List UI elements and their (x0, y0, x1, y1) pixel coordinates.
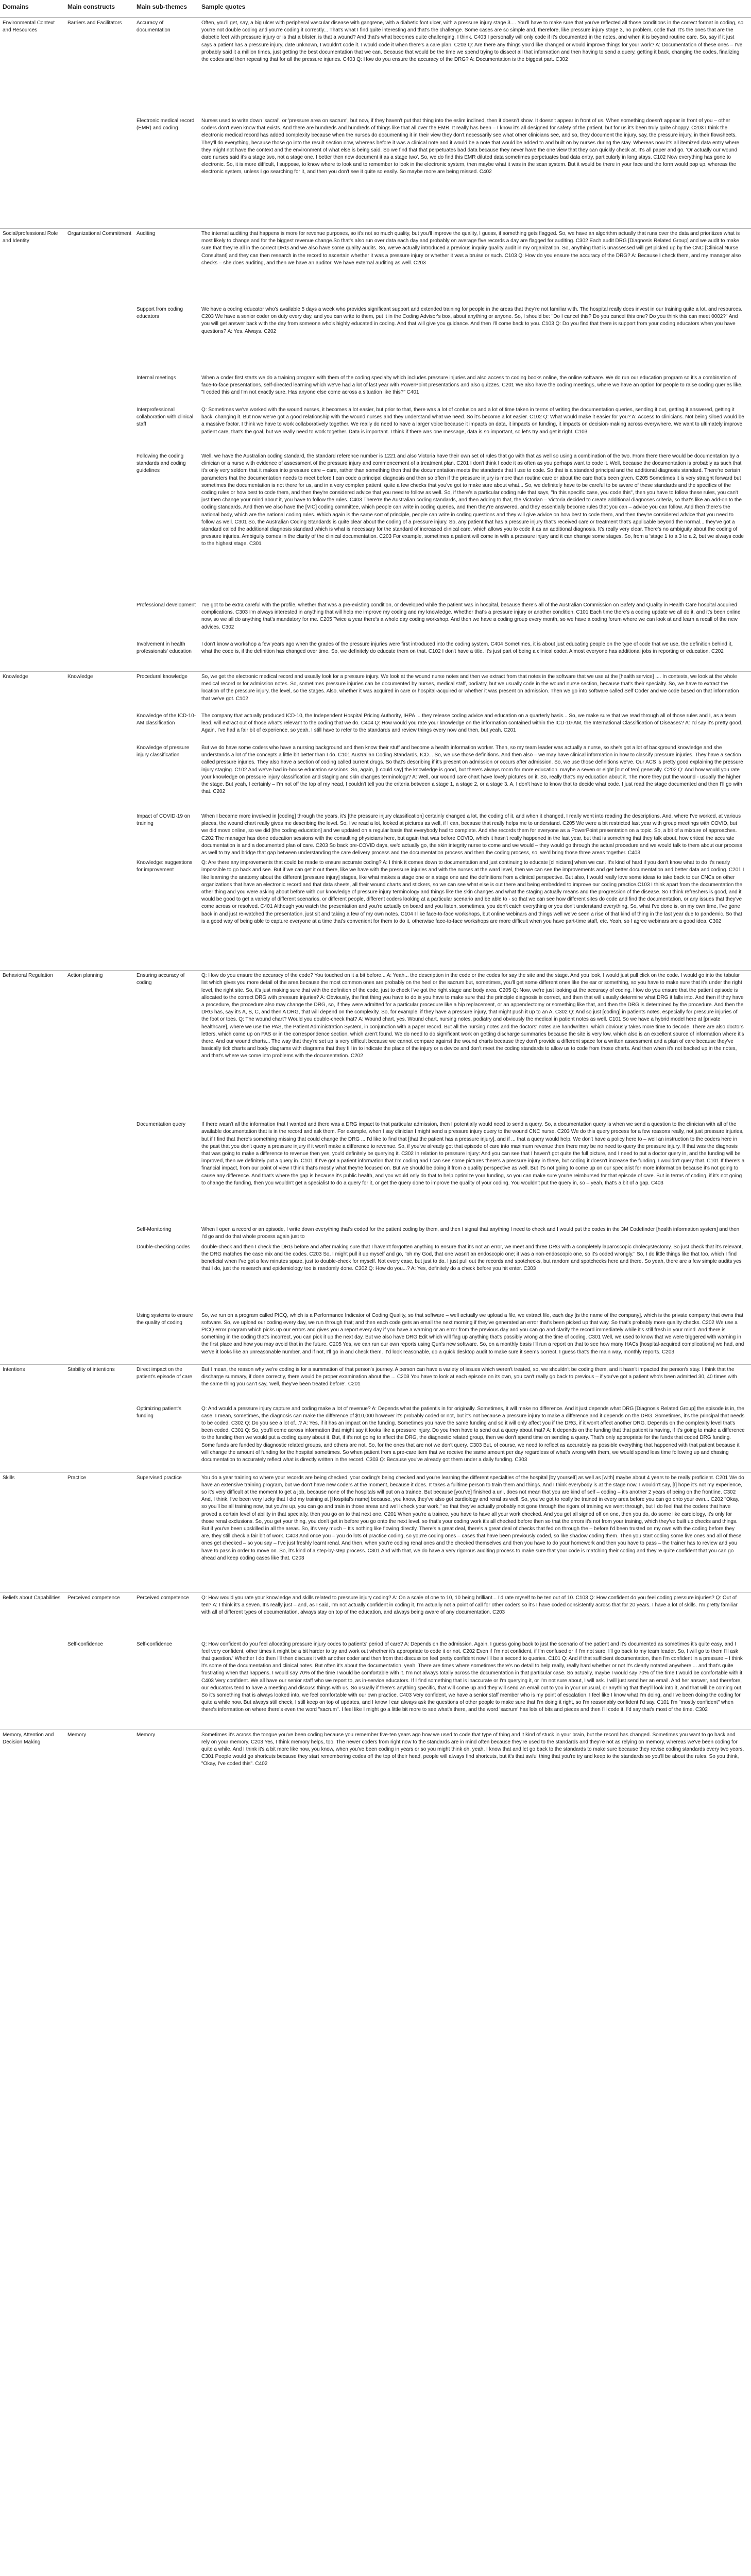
domain-cell (0, 451, 65, 600)
construct-cell: Knowledge (65, 672, 134, 711)
construct-cell (65, 405, 134, 451)
construct-cell (65, 711, 134, 743)
table-row (0, 711, 751, 743)
subtheme-cell: Self-confidence (136, 1641, 172, 1647)
domain-cell (0, 1120, 65, 1225)
construct-cell: Perceived competence (65, 1592, 134, 1639)
subtheme-cell: Electronic medical record (EMR) and coding (136, 118, 195, 131)
table-row (0, 1225, 751, 1242)
construct-cell: Memory (65, 1730, 134, 1776)
construct-cell (65, 858, 134, 971)
subtheme-cell: Knowledge of the ICD-10-AM classification (136, 713, 196, 726)
construct-cell (65, 1311, 134, 1365)
table-row (0, 1404, 751, 1473)
domain-cell (0, 1404, 65, 1473)
table-row (0, 304, 751, 373)
subtheme-cell: Supervised practice (134, 1472, 199, 1592)
quote-cell: So, we run on a program called PICQ, which is a Performance Indicator of Coding Quality, so that software – well actually we upload a file, we extract file, each day [is the name of the company], which is the private company that owns that software. So, we upload our coding every day, we run through that; and then each code gets an email the next morning if they've generated an error that's been picked up that way. So that's probably more quality checks. C202 We use a PICQ error program which picks up our errors and gives you a report every day if you have a warning or an error from the previous day and you can go and clarify the record immediately while it's still fresh in your mind. And there is something in the coding that's incorrect, you can pick it up the next day. But we also have DRG Edit which will flag up anything that's possibly wrong at the time of coding. C301 Well, we used to know that we were triggered with warning in the first place and how you may avoid that in the future. C205 Yes, we can run our own reports using Qun's new software. So, on a monthly basis I'll run a report on that to see how many HACs [hospital-acquired complications] we had, and we've it looks like an unreasonable number, and if not, I'll go in and check them. It'd look reasonable, do a quick desktop audit to make sure it seems correct. I guess that's the main way, monthly reports. C203 (201, 1312, 744, 1355)
construct-cell (65, 639, 134, 672)
domain-cell: Intentions (0, 1364, 65, 1404)
quote-cell: When I open a record or an episode, I write down everything that's coded for the patient coding by them, and then I signal that anything I need to check and I would put the codes in the 3M Codefinder [health information system] and then I'd go and do that whole process again just to (201, 1227, 740, 1240)
quote-cell: I don't know a workshop a few years ago when the grades of the pressure injuries were first introduced into the coding system. C404 Sometimes, it is about just educating people on the type of code that we use, the definition behind it, what the code is, if the definition has changed over time. So, we definitely do educate them on that. C102 I don't have a title. It's just part of being a clinical coder. Almost everyone has additional jobs in reporting or education. C202 (201, 641, 733, 655)
domain-cell (0, 373, 65, 405)
subtheme-cell: Involvement in health professionals' education (136, 641, 192, 655)
construct-cell (65, 743, 134, 811)
subtheme-cell: Documentation query (136, 1122, 186, 1128)
domain-cell (0, 600, 65, 639)
table-row (0, 600, 751, 639)
table-row (0, 639, 751, 672)
table-row (0, 1592, 751, 1639)
quote-cell: Q: Sometimes we've worked with the wound nurses, it becomes a lot easier, but prior to that, there was a lot of confusion and a lot of time taken in terms of writing the documentation queries, sending it out, getting it answered, getting it back, changing it. But now we've got a good relationship with the wound nurses and they understand what we need. So it's become a lot easier. C102 Q: What would make it easier for you? A: Access to clinicians. Not being siloed would be a massive factor. I think we have to work collaboratively together. We really do need to have a larger voice because it impacts on data, it impacts on funding, it impacts on decision-making across everywhere. We want to ultimately improve patient care, that's the goal, but we really need to work together. Data is important. I think if there was one message, data is so important, so let's try and get it right. C103 (201, 407, 744, 435)
construct-cell: Practice (65, 1472, 134, 1592)
subtheme-cell: Support from coding educators (136, 307, 183, 320)
construct-cell (65, 1120, 134, 1225)
table-row (0, 1364, 751, 1404)
quote-cell: I've got to be extra careful with the profile, whether that was a pre-existing condition, or developed while the patient was in hospital, because there's all of the Australian Commission on Safety and Quality in Health Care hospital acquired complications. C303 I'm always interested in anything that will help me improve my coding and my knowledge. Whether that's a pressure injury or another condition. C101 Each time there's a coding update we all do it, and it's been online now, so we all do anything that's mandatory for me. C205 Twice a year there's a whole day coding workshop. And then we have a coding group every month, so we have a coding forum where we can look at and learn a recall of the new advices. C302 (201, 602, 741, 630)
construct-cell (65, 116, 134, 229)
quote-cell: But I mean, the reason why we're coding is for a summation of that person's journey. A person can have a variety of issues which weren't treated, so, we shouldn't be coding them, and it hasn't impacted the person's stay. I think that the discharge summary, if done correctly, there would be proper examination about the ... C203 You have to look at each episode on its own, you can't really go back to previous – if you've got a patient who's been admitted 30, 40 times with the same thing you can't say, 'well, they've been treated before'. C201 (199, 1364, 751, 1404)
domain-cell (0, 304, 65, 373)
table-row (0, 373, 751, 405)
construct-cell (65, 304, 134, 373)
construct-cell (65, 811, 134, 858)
construct-cell: Stability of intentions (65, 1364, 134, 1404)
table-row (0, 971, 751, 1120)
domain-cell (0, 711, 65, 743)
domain-cell (0, 1639, 65, 1730)
table-row (0, 1311, 751, 1365)
quote-cell: Q: And would a pressure injury capture and coding make a lot of revenue? A: Depends what the patient's in for originally. Sometimes, it will make no difference. And it just depends what DRG [Diagnosis Related Group] the episode is in, the case. I mean, sometimes, the diagnosis can make the difference of $10,000 however it's probably coded or not, but it's not because a pressure injury to make a difference and it depends on the DRG. Sometimes, it's the principal that needs to be coded. C302 Q: Do you see a lot of...? A: Yes, if it has an impact on the funding. Sometimes you have the same funding and so it will only affect you if the DRG, if it won't affect another DRG. Depends on the complexity level that's been coded. C301 Q: So, you'll come across information that might say it looks like a pressure injury. Do you then have to send out a query about that? A: It depends on the funding that that patient is having, if it's going to make a difference to the funding then we would put a coding query about it. But, if it's not going to affect the DRG, the diagnostic related group, then we don't spend time on sending a query. That's only appropriate for the funds that coded DRG funding. Some funds are funded by diagnostic related groups, and others are not. So, for the ones that are not we don't query. C303 But, of course, we need to reflect as accurately as possible everything that happened with that patient because it will change the amount of funding for the hospital sometimes. So when patient from a pre-care item that we receive the same amount per day regardless of what's wrong with them, we would spend less time following up and chasing documentation to accurately reflect what is directly written in the record. C303 Q: Because you've already got them under a daily funding. C303 (201, 1405, 745, 1463)
table-row (0, 1120, 751, 1225)
quote-cell: Q: How do you ensure the accuracy of the code? You touched on it a bit before... A: Yeah... the description in the code or the codes for say the site and the stage. And you look, I would just pull click on the code. I would go into the tabular list which gives you more detail of the area because the most common ones are probably on the heel or the sacrum but, sometimes, you'll get some different ones like the ear or something, so you have to make sure that it's under the right level, the right site. So, it's just making sure that with the definition of the code, just to check I've got the right stage and body area. C205 Q: Now, we're just looking at the accuracy of coding. How do you ensure that the patient episode is allocated to the correct DRG with pressure injuries? A: Obviously, the first thing you have to do is you have to make sure that the principle diagnosis is correct, and then that will usually determine what DRG it falls into. And then if they have a procedure, the procedure also may change the DRG, so, if they were admitted for a particular procedure like a hip replacement, or an appendectomy or something like that, and then the DRG is determined by the procedure. And then the DRG has, say it's A, B, C, and then A DRG, that will depend on the complexity. So, for example, if they have a pressure injury, that might push it up to an A. C302 Q: And so just [coding] in patients notes, especially for pressure injuries of the foot or toes. Q: The wound chart? Would you double-check that? A: Wound chart, yes. Wound chart, nursing notes, podiatry and obviously the medical in patient notes as well. C101 So we have a hybrid model here at [private healthcare], where we use the PAS, the Patient Administration System, in conjunction with a paper record. But all the nursing notes and the doctors' notes are handwritten, which obviously takes more time to decode. There are also doctors letters, which come up on PAS or in the correspondence section, which aren't found. We do need to do significant work on getting discharge summaries because the site is very low, which also is an excellent source of information where it's there. And our wound charts... The way that they're set up is very difficult because we cannot compare against the wound charts because they don't provide a different space for a written assessment and a plan of care because they've basically tick charts and body diagrams with diagrams that they fill in to indicate the place of the injury or a device and don't meet the coding standards to allow us to code from those charts. And then when it's not backed up in the notes, and that's where we come into problems with the documentation. C202 (199, 971, 751, 1120)
quote-cell: Nurses used to write down 'sacral', or 'pressure area on sacrum', but now, if they haven't put that thing into the eslim inclined, then it doesn't show. It doesn't appear in front of us. When something doesn't appear in front of you – other coders don't even know that exists. And there are hundreds and hundreds of things like that all over the EMR. It really has been – I know it's all designed for safety of the patient, but for us it's been truly quite choppy. C203 I think the electronic medical record has added complexity because when the nurses do documenting it in their view they don't necessarily see what other clinicians see, and so, they document the injury, say, the pressure injury, in their flowsheets. They'll do everything, because those go into the result section now, whereas before it was a clinical note and it would be a note that would be added to and built on by nurses during the stay. Whereas now it's all itemized data entry where they might not have the context and the environment of what else is being said. So we find that that perpetuates bad data because they never have the one view that they can quickly check at. It's all paper and go. 'Or actually our wound care nurses said it's a stage two, not a stage one. I better then now document it as a stage two'. So, we do find this EMR diluted data sometimes perpetuates bad data entry, particularly in long stays. C102 Now everything has gone to electronic. So, it is more difficult, I suppose, to know where to look and to remember to look in the electronic system, then maybe what it was in the scan system. But it would be there in your face and the form would pop up, whereas the electronic system, unless I go searching for it, and then you don't see it quite so easily. So maybe more are being missed. C402 (201, 118, 740, 175)
domain-cell: Environmental Context and Resources (3, 20, 55, 33)
subtheme-cell: Knowledge: suggestions for improvement (136, 860, 193, 873)
subtheme-cell: Accuracy of documentation (136, 20, 170, 33)
construct-cell: Barriers and Facilitators (67, 20, 122, 26)
domain-cell (0, 639, 65, 672)
quote-cell: You do a year training so where your records are being checked, your coding's being checked and you're learning the different specialties of the hospital [by yourself] as well as [with] maybe about 4 years to be really proficient. C201 We do have an extensive training program, but we don't have new coders at the moment, because it does. It takes a fulltime person to train them and things. And I think everybody is at the stage now, I wouldn't say, [I] hope it's not my experience, so it's very difficult at the moment to get a job, because none of the hospitals will put on a trainee. But because [you've] finished a uni, does not mean that you are kind of self – coding – it's another 2 years of being on the frontline. C302 And, I think, I've been very lucky that I did my training at [Hospital's name] because, you know, they've also got cardiology and renal as well. So, you've got to really be trained in every area before you can go onto your own... C202 "Okay, so you'll be all training now, but you're up, you can go and train in those areas and we'll check your work," so that they've actually probably not gone through the rigors of training we went through, but I do feel that the coders that have proved a certain level of ability in that specialty, then you go on to that next one. C201 When you're a trainee, you have to have all your work checked. And you get all signed off on one, then you do, do some like cardiology, it's only for those renal exclusions. So, you get your thing, you don't get in before you go onto the next level. so that's your coding work it's all checked before then so that the errors it's not from your training, which they've built up checks and things. But if you've been upskilled in all the areas. So, it's very much – It's nothing like flowing directly. There's a great deal, there's a great deal of checks that fed on through the – before I'd been trusted on my own with the coding before they are, they still check a fair bit of work. C403 And once you – you do lots of practice coding, so you're coding ones – cases that have been previously coded, so like shadow coding them. Then you start coding some live ones and all of these ones get checked – so you say – I've just freshly learnt renal. And then, when you're coding renal ones and the checked themselves and then you have to do your homework and then you have to pass – the trainer has to review and you have to pass in order to move on. So, it's kind of a step-by-step process. C301 And with that, we do have a very rigorous auditing process to make sure that your code is matching their coding and they're quite confident that you can go ahead and keep coding cases like that. C203 (199, 1472, 751, 1592)
domain-cell (0, 811, 65, 858)
quote-cell: When I became more involved in [coding] through the years, it's [the pressure injury classification] certainly changed a lot, the coding of it, and when it changed, I really went into reading the descriptions. And, where I've worked, at various places, the wound chart really gives me describing the level. So, I've read a lot, looked at pictures as well, if I can, because that really helps me to understand. C205 We were a bit restricted last year with group meetings with COVID, but we did move online, so we did [the coding education] and we updated on a regular basis that everybody had to complete. And she records them for everyone as a PowerPoint presentation on a topic. So, a bit of a mixture of approaches. C202 The manager has done education sessions with the consulting physicians here, but again that was before COVID, which it hasn't really happened in the last year, but that is something that they talk about, how critical the accurate documentation is and a documented plan of care. C203 So back pre-COVID days, we'd actually go, the skin integrity nurse to come and we would – they would go through the actual procedure and we would talk to them about our process as well to try and bridge that gap between understanding the care delivery process and the documentation process and then the coding process, so, we'd bring those three areas together. C403 (201, 814, 742, 856)
subtheme-cell: Professional development (136, 602, 196, 608)
subtheme-cell: Using systems to ensure the quality of coding (136, 1312, 193, 1326)
quote-cell: Q: How confident do you feel allocating pressure injury codes to patients' period of care? A: Depends on the admission. Again, I guess going back to just the scenario of the patient and it's documented as sometimes it's quite easy, and I feel very confident, other times it might be a bit harder to try and work out whether it's appropriate to code it or not. C202 Even if I'm not confident, if I'm confused or if I'm not sure, I'll go back to my team leader. So, I will go to them I'll ask that question.' Whether I do then I'll then discuss it with another coder and then from that discussion feel pretty confident now I'll be a second to queries. C101 Q: And if that sufficient documentation, then I'm confident in a pressure – I think it's some of the documentation and clinical notes. But often it's about the documentation, yeah. There are times where sometimes there's no detail to help really, really hard whether or not it's clearly notated anywhere ... and that's quite frustrating when that happens. I would say 70% of the time I would be comfortable with it. I'm not always totally across the documentation in that particular case. So actually, maybe I would say 70% of the time I would be comfortable with it. C403 Very confident. We all have our senior staff who we report to, as in-service educators. If I find something that is inaccurate or I'm querying it, or I'm not sure about, I will ask. I will just send her an email. And her answer, and therefore, our educators tend to have a meeting and discuss things with us. So usually if there's anything specific, that will come up and they will send an email out to you in your unusual, or anything that they'll look into it, and that will be coming out. So it's something that is always looked into, we feel comfortable with our own practice. C403 Very confident, we have a senior staff member who is my point of escalation. I feel like I know what I'm doing, and I've been doing the coding for quite a while now. But always still check, I still keep on top of updates, and I know I can always ask the questions of other people to make sure that I'm doing it right, so I'm reasonably confident I'd say. C101 I'm "mostly confident" when there's information on where there's even the word "sacrum". I feel like I might go a little bit more to see what's there, and the word 'sacrum' has lots of bits and pieces and then I'll code it. I'd say that's most of the time. C302 (201, 1641, 744, 1713)
domain-cell (0, 1311, 65, 1365)
domain-cell (0, 1225, 65, 1242)
quote-cell: When a coder first starts we do a training program with them of the coding specialty which includes pressure injuries and also access to coding books online, the online software. We do run our education program so it's a combination of face-to-face presentations, self-directed learning which we've had a lot of last year with PowerPoint presentations and also quizzes. C201 We also have the coding meetings, where we have an option for people to raise coding queries like, "I coded this and I'm not exactly sure. Has anyone else come across a situation like this?" C401 (201, 375, 743, 396)
subtheme-cell: Interprofessional collaboration with clinical staff (136, 407, 194, 428)
quote-cell: double-check and then I check the DRG before and after making sure that I haven't forgotten anything to ensure that it's not an error, we meet and three DRG with a completely laparoscopic cholecystectomy. So just check that it's relevant, the DRG matches the case mix and the codes. C203 So, I might pull it up myself and go, "oh my God, that one wasn't an endoscopic one; it was a non-endoscopic one, so it's coded wrongly." So, I do little things like that too, which I find beneficial when I've got a few minutes spare, just to double-check for myself. Not every case, but just to do. I just pull out the records and spotchecks, but random and spotchecks here and there. So yeah, there are a few simple audits yes that I do, just the research and epidemiology too is randomly done. C302 Q: How do you...? A: Yes, definitely do a check before you hit enter. C303 (201, 1244, 743, 1272)
domain-cell: Beliefs about Capabilities (0, 1592, 65, 1639)
quote-cell: Q: How would you rate your knowledge and skills related to pressure injury coding? A: On a scale of one to 10, 10 being brilliant... I'd rate myself to be ten out of 10. C103 Q: How confident do you feel coding pressure injuries? Q: Out of ten? A: I think it's a seven. It's really just – and, as I said, I'm not actually confident in coding it, I'm actually not a point of call for other coders so it's I have coded consistently across that for 20 years. I have a lot of skills. I'm pretty familiar with all of different types of documentation, always stay on top of the education, and always being aware of any documentation. C203 (199, 1592, 751, 1639)
subtheme-cell: Perceived competence (134, 1592, 199, 1639)
header-sample-quotes: Sample quotes (199, 0, 751, 18)
quote-cell: Well, we have the Australian coding standard, the standard reference number is 1221 and also Victoria have their own set of rules that go with that as well so using a combination of the two. From there there would be documentation by a clinician or a nurse with evidence of assessment of the pressure injury and commencement of a treatment plan. C201 I don't think I code it as often as you perhaps want to code it. Well, because the documentation is probably as such that it's only very seldom that it makes into pressure care – care, rather than something then that the documentation meets the standards that I use to code. So that is a standard principal and the additional diagnosis standard. There're certain parameters that the documentation needs to meet before I can code a principal diagnosis and then so often if the pressure injury is more than routine care or about the care that's been given. C205 Sometimes it is very straight forward but sometimes the documentation is not there for us, and in a very complex patient, quite a few checks that you've got to make sure about what... So, we definitely have to be careful to be aware of these standards and the specifics of the coding rules or how best to code them, and then they're considered advice that you need to follow as well. So, if there's a particular coding rule that says, "In this specific case, you code this", then you have to follow these rules, you can't just then change your mind about it, you have to follow the rules. C403 There're the Australian coding standards, and then adding to that, the Victorian – Victoria decided to create additional diagnoses criteria, so that's like an add-on to the coding standards. And then we also have the [VIC] coding committee, which people can write in coding queries, and then they're answered, and they essentially become rules that you can – advice you can follow. And then there's the national body, which are the national coding rules. Which again is the same sort of principle, people can write in coding questions and they will give advice on how best to code them, and then they're considered advice that you need to follow as well. C301 So, the Australian Coding Standards is quite clear about the coding of a pressure injury. So, any patient that has a pressure injury that's received care or treatment that's applicable beyond the normal... they've got a standard called the additional diagnosis standard which is what is necessary for the standard of increased clinical care, which allows you to code it as an additional diagnosis. It's really very clear. There's no ambiguity about the coding of pressure injuries. Ambiguity comes in the clarity of the clinical documentation. C203 For example, sometimes a patient will come in with a pressure injury and it can change some stages. So, from a 'stage 1 to a 3 to a 2, but we always code to the highest stage. C301 (201, 453, 744, 547)
subtheme-cell: Auditing (134, 229, 199, 305)
construct-cell (65, 1242, 134, 1311)
table-row (0, 672, 751, 711)
construct-cell: Organizational Commitment (65, 229, 134, 305)
subtheme-cell: Impact of COVID-19 on training (136, 814, 190, 827)
domain-cell: Memory, Attention and Decision Making (0, 1730, 65, 1776)
table-row (0, 1639, 751, 1730)
domain-cell (0, 1242, 65, 1311)
table-row (0, 405, 751, 451)
table-row (0, 18, 751, 116)
quote-cell: The company that actually produced ICD-10, the Independent Hospital Pricing Authority, IHPA ... they release coding advice and education on a quarterly basis... So, we make sure that we read through all of those rules and I, as a team lead, will extract out of those what's relevant to the coding that we do. C404 Q: How would you rate your knowledge on the information contained within the ICD-10-AM, the International Classification of Diseases? A: I'd say it's pretty good. Again, I've had a fair bit of experience, so yeah. I still have to refer to the standards and review things every now and then, but yeah. C201 (201, 713, 743, 734)
header-main-subthemes: Main sub-themes (134, 0, 199, 18)
table-row (0, 858, 751, 971)
subtheme-cell: Following the coding standards and coding guidelines (136, 453, 186, 474)
table-row (0, 1242, 751, 1311)
domain-cell (0, 858, 65, 971)
domain-cell: Knowledge (0, 672, 65, 711)
quote-cell: Sometimes it's across the tongue you've been coding because you remember five-ten years ago how we used to code that type of thing and it kind of stuck in your brain, but the record has changed. Sometimes you want to go back and rely on your memory. C203 Yes, I think memory helps, too. The newer coders from right now to the standards are in mind often because they're used to the standards and they're not as relying on memory, whereas we've been coding for quite a while. And I think it's a bit more like now, you know, when you've been coding in years or so you might think oh, yeah, I know that and let go back to the standards to make sure because they revise coding standards every two years. C301 People would go shortcuts because they start remembering codes off the top of their head, people will always find shortcuts, but it's that awful thing that you're try and keep to the standards so you'll be about the rules. So you think, "Okay, I've coded this". C402 (199, 1730, 751, 1776)
quote-cell: The internal auditing that happens is more for revenue purposes, so it's not so much quality, but you'll improve the quality, I guess, if something gets flagged. So, we have an algorithm actually that runs over the data and prioritizes what is most likely to change and for the biggest revenue change.So that's also run over data each day and probably on average five records a day are flagged for auditing. C302 Each audit DRG [Diagnosis Related Group] and we audit to make sure that they're all in the correct DRG and we also have some quality audits. So, we've actually introduced a previous inquiry quality audit in my organization. So, anything that is unassessed will get picked up by the CNC [Clinical Nurse Consultant] and they can then research in the record to ascertain whether it was a pressure injury or whether it was a bruise or such. C103 Q: How do you ensure the accuracy of the DRG? A: Because I check them, and my manager also checks – she does auditing, and then we have an auditor. We have external auditing as well. C203 (199, 229, 751, 305)
subtheme-cell: Direct impact on the patient's episode of care (134, 1364, 199, 1404)
table-row (0, 229, 751, 305)
table-row (0, 1730, 751, 1776)
header-row (0, 0, 751, 18)
domain-cell (0, 405, 65, 451)
quote-cell: So, we get the electronic medical record and usually look for a pressure injury. We look at the wound nurse notes and then we extract from that notes in the software that we use at the [health service] .... In contexts, we look at the whole medical record or for admission notes. So, sometimes pressure injuries can be documented by nurses, medical staff, podiatry, but we usually code in the wound nurse section, because that's their specialty. So, we have to extract the location of the pressure injury, the level, so the stages. Also, whether it was acquired in care or hospital-acquired or whether it was present on admission. Then we go into software called Self Coder and we code based on that information that we've got. C102 (199, 672, 751, 711)
domain-cell: Behavioral Regulation (0, 971, 65, 1120)
table-row (0, 743, 751, 811)
subtheme-cell: Optimizing patient's funding (136, 1405, 181, 1419)
construct-cell (65, 451, 134, 600)
table-row (0, 1472, 751, 1592)
domain-cell: Social/professional Role and Identity (0, 229, 65, 305)
construct-cell (65, 373, 134, 405)
domain-cell (0, 743, 65, 811)
header-domains: Domains (0, 0, 65, 18)
subtheme-cell: Ensuring accuracy of coding (134, 971, 199, 1120)
subtheme-cell: Knowledge of pressure injury classification (136, 745, 190, 758)
construct-cell: Self-confidence (67, 1641, 103, 1647)
construct-cell (65, 1404, 134, 1473)
table-row (0, 451, 751, 600)
subtheme-cell: Double-checking codes (136, 1244, 190, 1250)
construct-cell: Action planning (65, 971, 134, 1120)
table-row (0, 811, 751, 858)
construct-cell (65, 600, 134, 639)
subtheme-cell: Procedural knowledge (134, 672, 199, 711)
header-main-constructs: Main constructs (65, 0, 134, 18)
domain-cell: Skills (0, 1472, 65, 1592)
subtheme-cell: Memory (134, 1730, 199, 1776)
quote-cell: But we do have some coders who have a nursing background and then know their stuff and become a health information worker. Then, so my team leader was actually a nurse, so she's got a lot of background knowledge and she understands a lot of the concepts a little bit better than I do. C101 Australian Coding Standards, ICD... So, we use those definitions. And then also – we may have clinical information in how to classify pressure injuries. They have a section called pressure injuries. They also have a section of coding called current drugs. So that's describing if it's present on admission or occurs after admission. So, we use those definitions we've. Our ACS is pretty good explaining the pressure injury staging. C102 And we've had in-house education sessions. So, again, [I could say] the knowledge is good, but there's always room for more education. maybe a seven or eight [out of ten] generally. C202 Q: And how would you rate your knowledge on pressure injury classification and staging and skin changes terminology? A: Well, our wound care chart have lovely pictures on it. So, really that's my education about it. The more they put the wound - usually the higher the stage. But yeah, I certainly – I'm not off the top of my head, I couldn't tell you the criteria between a stage 1, a stage 2, or a stage 3. A, I don't have to know that to decide what code. I just read the stage documented and then I'll go with that. C202 (201, 745, 743, 795)
quote-cell: Often, you'll get, say, a big ulcer with peripheral vascular disease with gangrene, with a diabetic foot ulcer, with a pressure injury stage 3.... You'll have to make sure that you've reflected all those conditions in the correct format in coding, so you're not double coding and you're coding it correctly... That's what I find quite interesting and that's the challenge. Some cases are so simple and, therefore, like pressure injury stage 3, no problem, code that. It's the ones that are the diabetic feet with pressure injury or is that a blister, is that a wound? And that's what becomes quite challenging. I think. C403 I personally will only code if it's documented in the notes, and when it is beyond routine care. So, say if it just says a patient has a pressure injury, date unknown, I wouldn't code it. I would code it when there's a care plan. C203 Q: Are there any things you'd like changed or would improve things for your work? A: Documentation of these ones – I've probably said it a million times, just getting the best documentation that we can. Because that would be the time we spend trying to dissect all that information and then having to send a query, getting it back, changing the codes, finalizing the codes and then repeating that for all the pressure injuries. C403 Q: How do you ensure the accuracy of the DRG? A: Documentation is the biggest part. C302 (201, 20, 744, 63)
quote-cell: If there wasn't all the information that I wanted and there was a DRG impact to that particular admission, then I potentially would need to send a query. So, a documentation query is when we send a question to the clinician with all of the available documentation that is in the record and ask them. For example, when I say clinician I might send a pressure injury query to the wound CNC nurse. C203 We do this query process for a few reasons really, not just pressure injuries, but if I find that there's something missing that could change the DRG ... I'd like to find that [that the patient has a pressure injury], and if ... that a query would help. We don't have a policy here to – well an instruction to the coders here in the past that you don't query a pressure injury if it won't make a difference to revenue. So, if you've already got that episode of care into maximum revenue then there may be no need to query the pressure injury. If that was the diagnosis that was going to make a difference to revenue then yes, you'd definitely be querying it. C302 In relation to pressure injury: And you can see that I haven't got quite the full picture, and I need to put a doctor query in, and the funding will be improved, then we definitely put a query in. C101 If I've got a patient information that I'm coding and I can see some pictures there's a pressure injury in there, but coding it doesn't increase the funding, I wouldn't query that. C101 If there's a financial impact, from our point of view I think that's mostly what they're focused on. But we should be doing it from a quality perspective as well. But it's not going to come up on our specialist for more information because it's not going to cause any difference. And that's where the gap is because it's public health, and you would only do that to help optimize your funding, so you can make sure you're reimbursed for that episode of care. But in terms of coding, if it's not going to change the funding, then you wouldn't get a specialist to do a query for it, or get the query done to improve the quality of your coding. You wouldn't put the query in, so – yeah, that's a bit of a gap. C403 (201, 1122, 745, 1186)
domain-cell (0, 116, 65, 229)
subtheme-cell: Internal meetings (136, 375, 176, 381)
construct-cell (65, 1225, 134, 1242)
quote-cell: We have a coding educator who's available 5 days a week who provides significant support and extended training for people in the areas that they're not familiar with. The hospital really does invest in our training quite a lot, and resources. C203 We have a senior coder on duty every day, and you can write to them, put it in the Coding Advisor's box, about anything or anyone. So, I should be: "Do I cancel this? Do you cancel this one? Do you think this can meet 0002?" And you will get answer back with the day from someone who's highly educated in coding. And that will give you guidance. And then I'll come back to you. C103 Q: Do you find that there is support from your coding educators when you have questions? A: Yes. Always. C202 (201, 307, 743, 334)
subtheme-cell: Self-Monitoring (136, 1227, 172, 1233)
quote-cell: Q: Are there any improvements that could be made to ensure accurate coding? A: I think it comes down to documentation and just continuing to educate [clinicians] when we can. It's kind of hard if you don't know what to do it's nearly impossible to go back and see. But if we can get it out there, like we have with the pressure injuries and with the nurses at the ward level, then we can see the improvements and get better documentation and better data and coding. C201 I like learning the anatomy about the different [pressure injury] stages, like what makes a stage one or a stage one and the definitions from a clinical perspective. But also, I would really love some ideas to take back to our CNCs on other organizations that have an electronic record and that data sheets, all their wound charts and stickers, so we can see what else is out there and being embedded to improve our coding practice.C103 I think apart from the documentation the other thing and you were asking about before with our knowledge of pressure injury terminology and things like the skin changes and what the staging actually means and the progression of the disease. So I think refreshers is good, and it would be good to get a variety of different scenarios, or different people, different coders looking at a particular scenario and be able to - so that we can see how different sites do code and find the documentation, or any issues that they've come across or resolved. C401 Although you watch the presentation and you're actually on board and you listen, sometimes, you don't catch everything or you don't understand everything. So, what I've done is, on my own time, I've gone back in and just re-watched the presentation, just sit and taking a few of my own notes. C104 I like face-to-face workshops, but online webinars and things well we've seen a rise of that kind of thing in the last year due to pandemic. So that is a good way of being able to capture everyone at a time that's convenient for them to do it, otherwise face-to-face workshops are more difficult when you have part-time staff, etc. Yeah, so I agree webinars are a good idea. C302 (201, 860, 744, 924)
table-row (0, 116, 751, 229)
